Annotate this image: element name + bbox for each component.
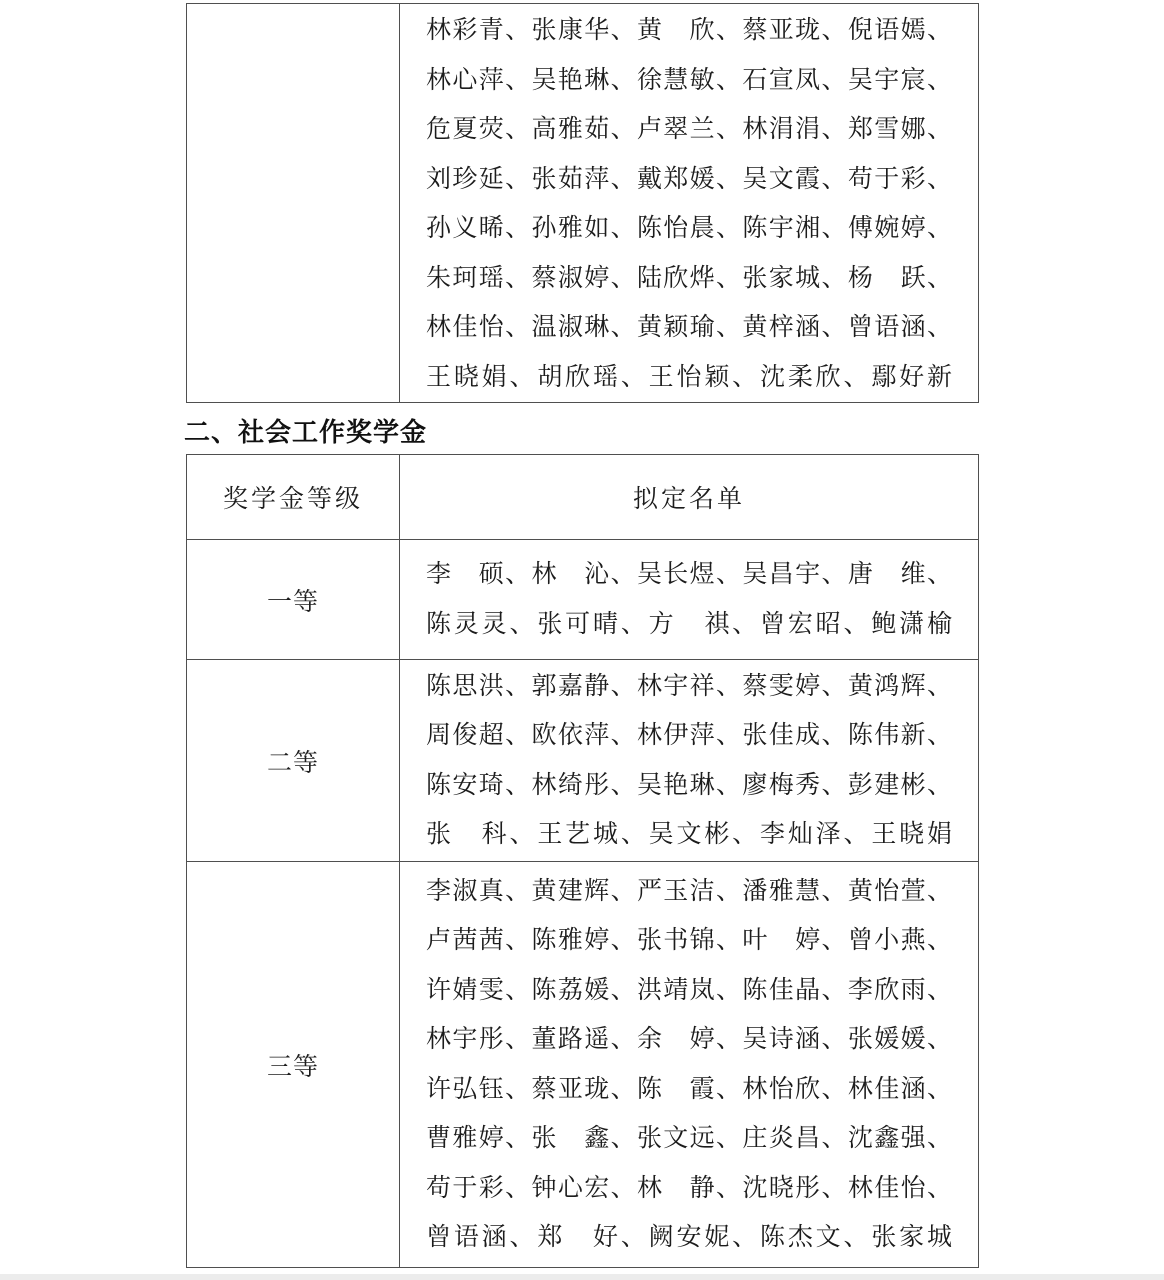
names-line: 周俊超、欧依萍、林伊萍、张佳成、陈伟新、	[426, 722, 952, 749]
names-line: 苟于彩、钟心宏、林 静、沈晓彤、林佳怡、	[426, 1174, 952, 1202]
level-cell-empty	[187, 4, 400, 402]
names-line: 许婧雯、陈荔媛、洪靖岚、陈佳晶、李欣雨、	[426, 976, 952, 1004]
header-cell-level: 奖学金等级	[187, 455, 400, 539]
names-cell	[400, 4, 978, 402]
continued-scholarship-table	[186, 3, 979, 403]
names-line: 朱珂瑶、蔡淑婷、陆欣烨、张家城、杨 跃、	[426, 264, 952, 292]
social-work-scholarship-table	[186, 454, 979, 1268]
table-header-row	[187, 455, 978, 539]
names-line: 刘珍延、张茹萍、戴郑媛、吴文霞、苟于彩、	[426, 165, 952, 193]
names-line: 许弘钰、蔡亚珑、陈 霞、林怡欣、林佳涵、	[426, 1075, 952, 1103]
names-cell	[400, 862, 978, 1267]
names-line: 张 科、王艺城、吴文彬、李灿泽、王晓娟	[426, 821, 952, 848]
level-cell: 三等	[187, 862, 400, 1267]
table-row-first-class	[187, 539, 978, 659]
names-line: 曾语涵、郑 好、阙安妮、陈杰文、张家城	[426, 1224, 952, 1251]
names-line: 李淑真、黄建辉、严玉洁、潘雅慧、黄怡萱、	[426, 877, 952, 905]
names-line: 林心萍、吴艳琳、徐慧敏、石宣凤、吴宇宸、	[426, 66, 952, 94]
names-line: 曹雅婷、张 鑫、张文远、庄炎昌、沈鑫强、	[426, 1125, 952, 1152]
names-cell	[400, 660, 978, 861]
table-row	[187, 4, 978, 402]
names-cell	[400, 540, 978, 659]
names-line: 林宇彤、董路遥、余 婷、吴诗涵、张媛媛、	[426, 1026, 952, 1053]
names-line: 陈灵灵、张可晴、方 祺、曾宏昭、鲍潇榆	[426, 610, 952, 638]
names-line: 陈思洪、郭嘉静、林宇祥、蔡雯婷、黄鸿辉、	[426, 672, 952, 700]
names-line: 李 硕、林 沁、吴长煜、吴昌宇、唐 维、	[426, 561, 952, 588]
names-line: 林彩青、张康华、黄 欣、蔡亚珑、倪语嫣、	[426, 17, 952, 44]
table-row-third-class	[187, 861, 978, 1267]
names-line: 孙义晞、孙雅如、陈怡晨、陈宇湘、傅婉婷、	[426, 215, 952, 242]
page-bottom-edge	[0, 1274, 1164, 1280]
names-line: 卢茜茜、陈雅婷、张书锦、叶 婷、曾小燕、	[426, 927, 952, 954]
names-line: 王晓娟、胡欣瑶、王怡颖、沈柔欣、鄢好新	[426, 363, 952, 391]
level-cell: 二等	[187, 660, 400, 861]
header-cell-list: 拟定名单	[632, 486, 745, 513]
level-cell: 一等	[187, 540, 400, 659]
table-row-second-class	[187, 659, 978, 861]
names-line: 林佳怡、温淑琳、黄颖瑜、黄梓涵、曾语涵、	[426, 314, 952, 341]
section-heading: 二、社会工作奖学金	[184, 417, 428, 447]
names-line: 陈安琦、林绮彤、吴艳琳、廖梅秀、彭建彬、	[426, 771, 952, 799]
names-line: 危夏荧、高雅茹、卢翠兰、林涓涓、郑雪娜、	[426, 116, 952, 143]
